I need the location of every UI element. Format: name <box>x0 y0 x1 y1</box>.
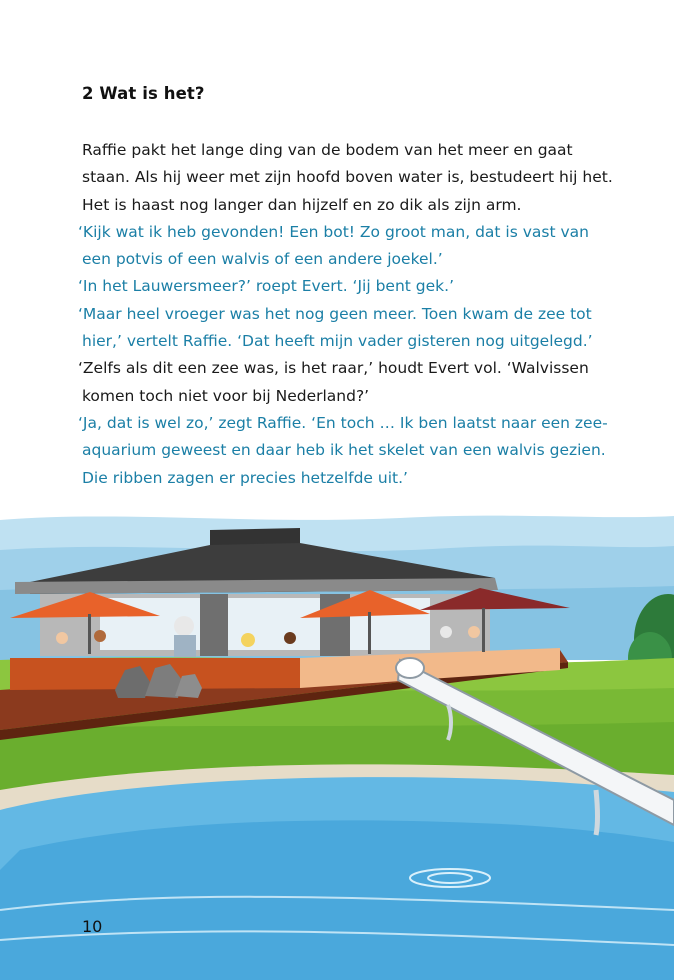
page-number: 10 <box>82 917 103 936</box>
story-line: een potvis of een walvis of een andere joekel.’ <box>82 250 443 269</box>
chapter-heading: 2 Wat is het? <box>82 84 205 103</box>
story-line: Het is haast nog langer dan hijzelf en zo dik als zijn arm. <box>82 195 522 214</box>
story-text <box>78 137 638 492</box>
lake-pavilion-illustration <box>0 490 674 980</box>
story-line: aquarium geweest en daar heb ik het skelet van een walvis gezien. <box>82 441 606 460</box>
story-line: ‘Maar heel vroeger was het nog geen meer. Toen kwam de zee tot <box>78 304 592 323</box>
story-line: ‘In het Lauwersmeer?’ roept Evert. ‘Jij bent gek.’ <box>78 277 455 296</box>
story-line: staan. Als hij weer met zijn hoofd boven water is, bestudeert hij het. <box>82 168 613 187</box>
story-line: ‘Ja, dat is wel zo,’ zegt Raffie. ‘En toch … Ik ben laatst naar een zee- <box>78 413 608 432</box>
story-line: hier,’ vertelt Raffie. ‘Dat heeft mijn vader gisteren nog uitgelegd.’ <box>82 332 593 351</box>
story-line: Raffie pakt het lange ding van de bodem van het meer en gaat <box>82 141 573 159</box>
story-line: ‘Kijk wat ik heb gevonden! Een bot! Zo groot man, dat is vast van <box>78 222 589 241</box>
story-line: ‘Zelfs als dit een zee was, is het raar,’ houdt Evert vol. ‘Walvissen <box>78 359 589 378</box>
story-line: Die ribben zagen er precies hetzelfde uit.’ <box>82 468 408 487</box>
story-line: komen toch niet voor bij Nederland?’ <box>82 386 370 405</box>
